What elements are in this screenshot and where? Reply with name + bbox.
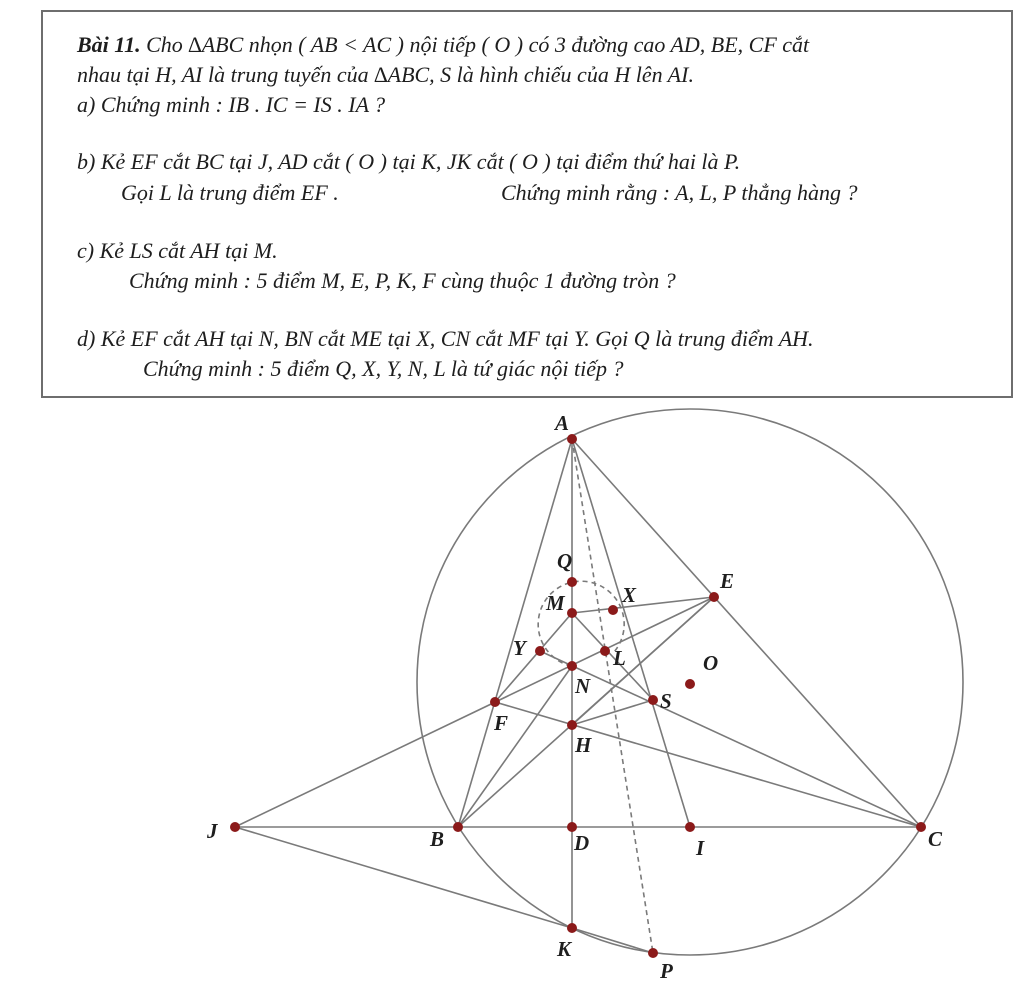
part-c-text: c) Kẻ LS cắt AH tại M. [77,238,278,263]
segment-m-f [495,613,572,702]
problem-title: Bài 11. [77,32,141,57]
problem-text-1: Cho ∆ABC nhọn ( AB < AC ) nội tiếp ( O ) có 3 đường cao AD, BE, CF cắt [146,32,810,57]
segment-k-p [572,928,653,953]
point-c [916,822,926,832]
label-e: E [720,569,735,593]
point-n [567,661,577,671]
part-b-text: b) Kẻ EF cắt BC tại J, AD cắt ( O ) tại K, JK cắt ( O ) tại điểm thứ hai là P. [77,149,741,174]
label-o: O [703,651,719,675]
label-j: J [207,819,218,843]
segment-c-y [540,651,921,827]
label-b: B [430,827,445,851]
part-d-text: d) Kẻ EF cắt AH tại N, BN cắt ME tại X, CN cắt MF tại Y. Gọi Q là trung điểm AH. [77,326,814,351]
label-l: L [613,646,626,670]
point-p [648,948,658,958]
part-b-midpoint-text: Gọi L là trung điểm EF . [121,180,339,205]
point-f [490,697,500,707]
segment-j-k [235,827,572,928]
label-i: I [696,836,705,860]
part-d-prove-text: Chứng minh : 5 điểm Q, X, Y, N, L là tứ giác nội tiếp ? [143,356,624,381]
point-j [230,822,240,832]
part-a-text: a) Chứng minh : IB . IC = IS . IA ? [77,92,386,117]
label-m: M [546,591,565,615]
label-y: Y [513,636,526,660]
label-f: F [494,711,509,735]
point-i [685,822,695,832]
label-d: D [574,831,590,855]
label-x: X [622,583,637,607]
problem-line-2: nhau tại H, AI là trung tuyến của ∆ABC, S là hình chiếu của H lên AI. [77,62,694,87]
part-b-prove-text: Chứng minh rằng : A, L, P thẳng hàng ? [501,180,858,205]
label-c: C [928,827,943,851]
segment-h-s [572,700,653,725]
point-a [567,434,577,444]
segment-e-h [572,597,714,725]
point-l [600,646,610,656]
label-n: N [575,674,591,698]
point-q [567,577,577,587]
part-c-prove-text: Chứng minh : 5 điểm M, E, P, K, F cùng thuộc 1 đường tròn ? [129,268,676,293]
segment-j-e [235,597,714,827]
segment-c-f [495,702,921,827]
point-s [648,695,658,705]
label-a: A [555,411,570,435]
label-p: P [660,959,673,983]
point-x [608,605,618,615]
point-e [709,592,719,602]
label-q: Q [557,549,573,573]
label-k: K [557,937,572,961]
point-b [453,822,463,832]
label-s: S [660,689,672,713]
segment-b-n [458,666,572,827]
point-h [567,720,577,730]
point-o [685,679,695,689]
point-y [535,646,545,656]
point-k [567,923,577,933]
point-m [567,608,577,618]
segment-m-e [572,597,714,613]
label-h: H [575,733,592,757]
